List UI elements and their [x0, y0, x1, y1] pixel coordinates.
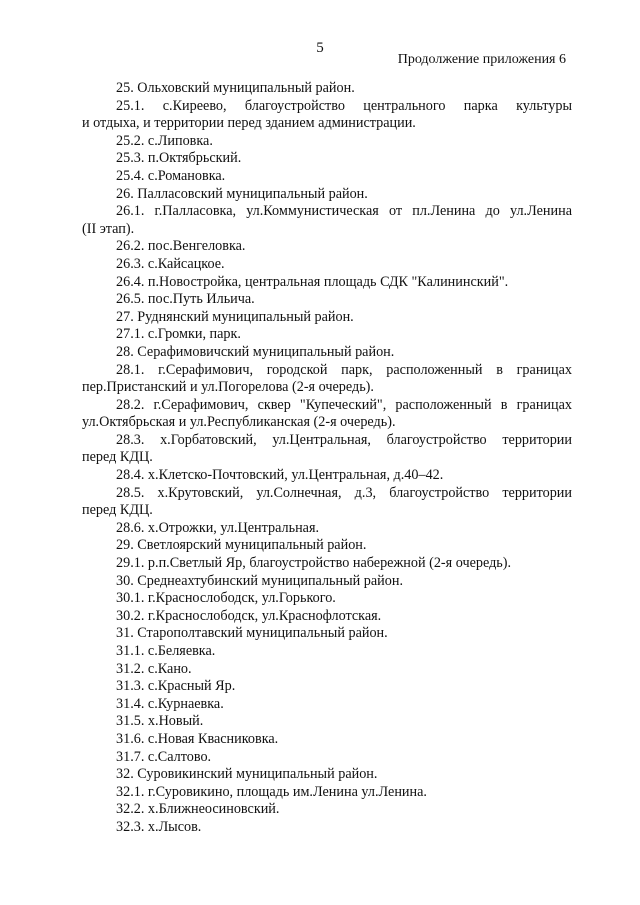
list-item-first-line: 28.3. х.Горбатовский, ул.Центральная, благоустройство территории: [116, 431, 572, 448]
list-item: 25.4. с.Романовка.: [116, 167, 226, 184]
list-item-first-line: 28.2. г.Серафимович, сквер "Купеческий", расположенный в границах: [116, 396, 572, 413]
list-item: [82, 362, 572, 397]
list-item: 31.3. с.Красный Яр.: [116, 678, 236, 695]
list-item: 26.4. п.Новостройка, центральная площадь СДК "Калининский".: [116, 273, 509, 290]
list-item: 28.6. х.Отрожки, ул.Центральная.: [116, 519, 320, 536]
list-item: 29.1. р.п.Светлый Яр, благоустройство набережной (2-я очередь).: [116, 555, 512, 572]
page-number: 5: [316, 40, 324, 56]
list-item: 30. Среднеахтубинский муниципальный район.: [116, 572, 403, 589]
list-item: 32.1. г.Суровикино, площадь им.Ленина ул.Ленина.: [116, 783, 427, 800]
list-item: 26.3. с.Кайсацкое.: [116, 255, 225, 272]
list-item: 25. Ольховский муниципальный район.: [116, 80, 355, 96]
list-item: 31.1. с.Беляевка.: [116, 643, 216, 659]
list-item-first-line: 26.1. г.Палласовка, ул.Коммунистическая от пл.Ленина до ул.Ленина: [116, 203, 572, 220]
list-item-continuation: и отдыха, и территории перед зданием администрации.: [82, 115, 416, 132]
list-item-first-line: 28.5. х.Крутовский, ул.Солнечная, д.3, благоустройство территории: [116, 484, 572, 501]
list-item: [82, 397, 572, 432]
list-item: 28. Серафимовичский муниципальный район.: [116, 343, 395, 360]
continuation-note: Продолжение приложения 6: [397, 52, 566, 67]
document-body: [82, 80, 572, 837]
list-item: 25.3. п.Октябрьский.: [116, 150, 242, 167]
list-item: 32.2. х.Ближнеосиновский.: [116, 801, 280, 818]
list-item: 32.3. х.Лысов.: [116, 818, 202, 835]
list-item: 31.6. с.Новая Квасниковка.: [116, 730, 279, 747]
list-item: 30.2. г.Краснослободск, ул.Краснофлотская.: [116, 607, 382, 624]
list-item: 31.2. с.Кано.: [116, 660, 192, 677]
list-item: 27. Руднянский муниципальный район.: [116, 308, 354, 325]
list-item-continuation: ул.Октябрьская и ул.Республиканская (2-я очередь).: [82, 414, 396, 431]
list-item-continuation: перед КДЦ.: [82, 502, 153, 519]
list-item: [82, 98, 572, 133]
list-item: 26.5. пос.Путь Ильича.: [116, 291, 255, 308]
list-item: 28.4. х.Клетско-Почтовский, ул.Центральная, д.40–42.: [116, 467, 444, 484]
list-item: 31.4. с.Курнаевка.: [116, 695, 224, 712]
list-item: [82, 203, 572, 238]
list-item: 25.2. с.Липовка.: [116, 132, 213, 149]
list-item: 31.5. х.Новый.: [116, 713, 204, 730]
list-item-continuation: (II этап).: [82, 220, 135, 237]
list-item: 29. Светлоярский муниципальный район.: [116, 537, 367, 554]
list-item: 26. Палласовский муниципальный район.: [116, 185, 368, 202]
list-item-continuation: перед КДЦ.: [82, 449, 153, 466]
list-item: [82, 432, 572, 467]
list-item: 32. Суровикинский муниципальный район.: [116, 766, 378, 783]
list-item: 31.7. с.Салтово.: [116, 748, 212, 765]
list-item-continuation: пер.Пристанский и ул.Погорелова (2-я очередь).: [82, 379, 374, 396]
list-item: 31. Старополтавский муниципальный район.: [116, 625, 388, 642]
list-item: 30.1. г.Краснослободск, ул.Горького.: [116, 590, 336, 607]
list-item: 27.1. с.Громки, парк.: [116, 326, 241, 343]
list-item: 26.2. пос.Венгеловка.: [116, 238, 246, 255]
list-item-first-line: 25.1. с.Киреево, благоустройство центрального парка культуры: [116, 97, 572, 114]
list-item-first-line: 28.1. г.Серафимович, городской парк, расположенный в границах: [116, 361, 572, 378]
list-item: [82, 485, 572, 520]
